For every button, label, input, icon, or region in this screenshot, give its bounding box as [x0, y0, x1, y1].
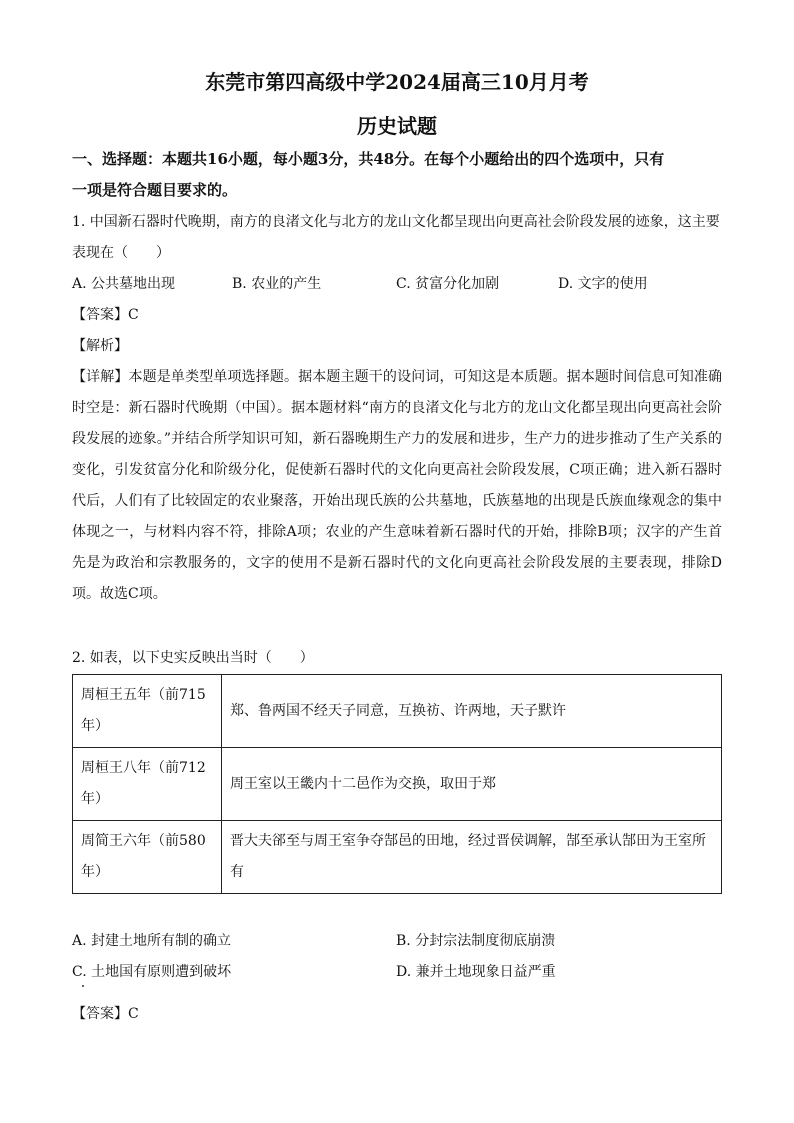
q2-option-a: A. 封建土地所有制的确立 — [72, 933, 232, 949]
q1-options — [72, 269, 722, 300]
table-row — [73, 748, 722, 821]
q2-answer: 【答案】C — [72, 1006, 139, 1022]
table-cell-time: 周简王六年（前580年） — [73, 821, 222, 894]
q2-option-d: D. 兼并土地现象日益严重 — [396, 964, 556, 980]
page-title: 东莞市第四高级中学2024届高三10月月考 — [205, 70, 589, 94]
q2-options — [72, 926, 722, 988]
table-row — [73, 821, 722, 894]
stray-dot — [82, 985, 84, 987]
q2-history-table — [72, 674, 722, 894]
table-cell-event: 周王室以王畿内十二邑作为交换，取田于郑 — [222, 748, 722, 821]
q1-option-c: C. 贫富分化加剧 — [396, 276, 500, 292]
section-instructions-line1: 一、选择题：本题共16小题，每小题3分，共48分。在每个小题给出的四个选项中，只有 — [72, 150, 665, 168]
table-cell-time: 周桓王八年（前712年） — [73, 748, 222, 821]
q2-option-b: B. 分封宗法制度彻底崩溃 — [396, 933, 556, 949]
q2-option-c: C. 土地国有原则遭到破坏 — [72, 964, 232, 980]
q1-option-d: D. 文字的使用 — [558, 276, 648, 292]
q1-analysis-label: 【解析】 — [72, 338, 128, 354]
q1-stem-line1: 1. 中国新石器时代晚期，南方的良渚文化与北方的龙山文化都呈现出向更高社会阶段发展的迹象，这主要 — [72, 214, 720, 230]
section-instructions-line2: 一项是符合题目要求的。 — [72, 181, 238, 199]
q1-option-a: A. 公共墓地出现 — [72, 276, 176, 292]
page-subtitle: 历史试题 — [357, 114, 437, 138]
table-cell-time: 周桓王五年（前715年） — [73, 675, 222, 748]
table-cell-event: 晋大夫郤至与周王室争夺郜邑的田地，经过晋侯调解，郜至承认郜田为王室所有 — [222, 821, 722, 894]
q1-option-b: B. 农业的产生 — [232, 276, 322, 292]
table-row — [73, 675, 722, 748]
q1-detail: 【详解】本题是单类型单项选择题。据本题主题干的设问词，可知这是本质题。据本题时间信息可知准确时空是：新石器时代晚期（中国）。据本题材料“南方的良渚文化与北方的龙山文化都呈现出向更高社会阶段发展的迹象。”并结合所学知识可知，新石器晚期生产力的发展和进步，生产力的进步推动了生产关系的变化，引发贫富分化和阶级分化，促使新石器时代的文化向更高社会阶段发展，C项正确；进入新石器时代后，人们有了比较固定的农业聚落，开始出现氏族的公共墓地，氏族墓地的出现是氏族血缘观念的集中体现之一，与材料内容不符，排除A项；农业的产生意味着新石器时代的开始，排除B项；汉字的产生首先是为政治和宗教服务的，文字的使用不是新石器时代的文化向更高社会阶段发展的主要表现，排除D项。故选C项。 — [72, 369, 722, 602]
table-cell-event: 郑、鲁两国不经天子同意，互换祊、许两地，天子默许 — [222, 675, 722, 748]
q1-stem-line2: 表现在（ ） — [72, 245, 170, 261]
q1-answer: 【答案】C — [72, 307, 139, 323]
q2-stem: 2. 如表，以下史实反映出当时（ ） — [72, 650, 314, 666]
